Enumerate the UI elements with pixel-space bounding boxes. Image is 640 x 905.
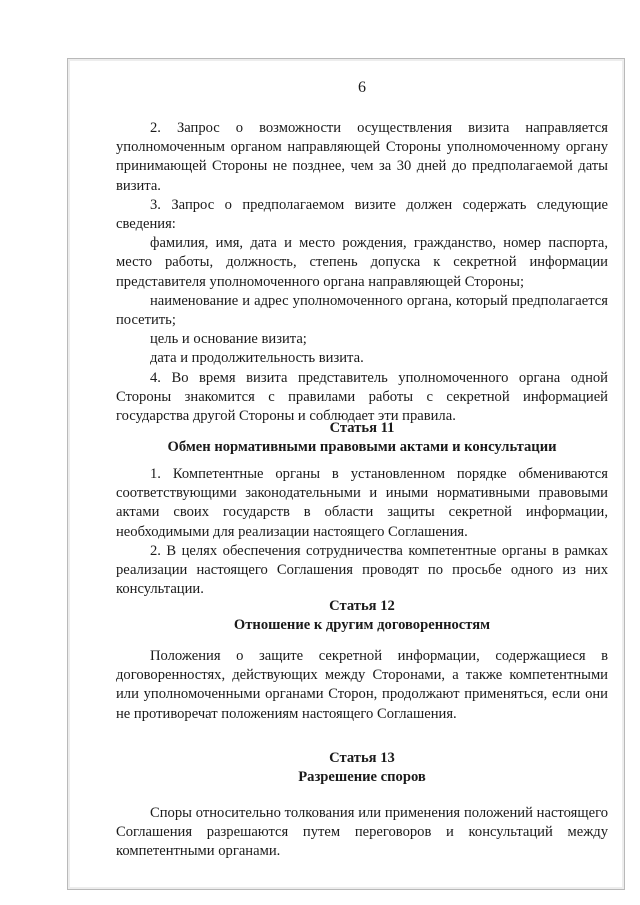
list-item: цель и основание визита; xyxy=(150,331,307,348)
article-13 xyxy=(116,749,608,787)
article-number: Статья 12 xyxy=(329,598,395,614)
article-number: Статья 13 xyxy=(329,750,395,766)
paragraph-3: 3. Запрос о предполагаемом визите должен содержать следующие сведения: xyxy=(116,196,608,233)
paragraph: 1. Компетентные органы в установленном порядке обмениваются соответствующими законодательными и иными нормативными правовыми актами своих государств в области защиты секретной информации, необходимыми для реализации настоящего Соглашения. xyxy=(116,466,608,540)
visit-request-section xyxy=(116,119,608,426)
article-11-body xyxy=(116,465,608,599)
article-title: Обмен нормативными правовыми актами и консультации xyxy=(167,439,557,456)
paragraph-4: 4. Во время визита представитель уполномоченного органа одной Стороны знакомится с правилами работы с секретной информацией государства другой Стороны и соблюдает эти правила. xyxy=(116,369,608,425)
article-12-body xyxy=(116,647,608,724)
article-title: Разрешение споров xyxy=(298,769,426,786)
article-11 xyxy=(116,419,608,457)
list-item: наименование и адрес уполномоченного органа, который предполагается посетить; xyxy=(116,292,608,329)
paragraph: Споры относительно толкования или применения положений настоящего Соглашения разрешаются путем переговоров и консультаций между компетентными органами. xyxy=(116,805,608,860)
paragraph: Положения о защите секретной информации, содержащиеся в договоренностях, действующих между Сторонами, а также компетентными или уполномоченными органами Сторон, продолжают применяться, если они не противоречат положениям настоящего Соглашения. xyxy=(116,648,608,722)
list-item: фамилия, имя, дата и место рождения, гражданство, номер паспорта, место работы, должность, степень допуска к секретной информации представителя уполномоченного органа направляющей Стороны; xyxy=(116,235,608,290)
article-12 xyxy=(116,597,608,635)
article-number: Статья 11 xyxy=(329,420,395,436)
document-page xyxy=(116,0,608,905)
article-title: Отношение к другим договоренностям xyxy=(233,617,491,634)
article-13-body xyxy=(116,804,608,862)
paragraph: 2. В целях обеспечения сотрудничества компетентные органы в рамках реализации настоящего Соглашения проводят по просьбе одного из них консультации. xyxy=(116,542,608,598)
page-number: 6 xyxy=(358,79,366,96)
list-item: дата и продолжительность визита. xyxy=(150,350,364,367)
paragraph-2: 2. Запрос о возможности осуществления визита направляется уполномоченным органом направляющей Стороны уполномоченному органу принимающей Стороны не позднее, чем за 30 дней до предполагаемой даты визита. xyxy=(116,120,608,194)
